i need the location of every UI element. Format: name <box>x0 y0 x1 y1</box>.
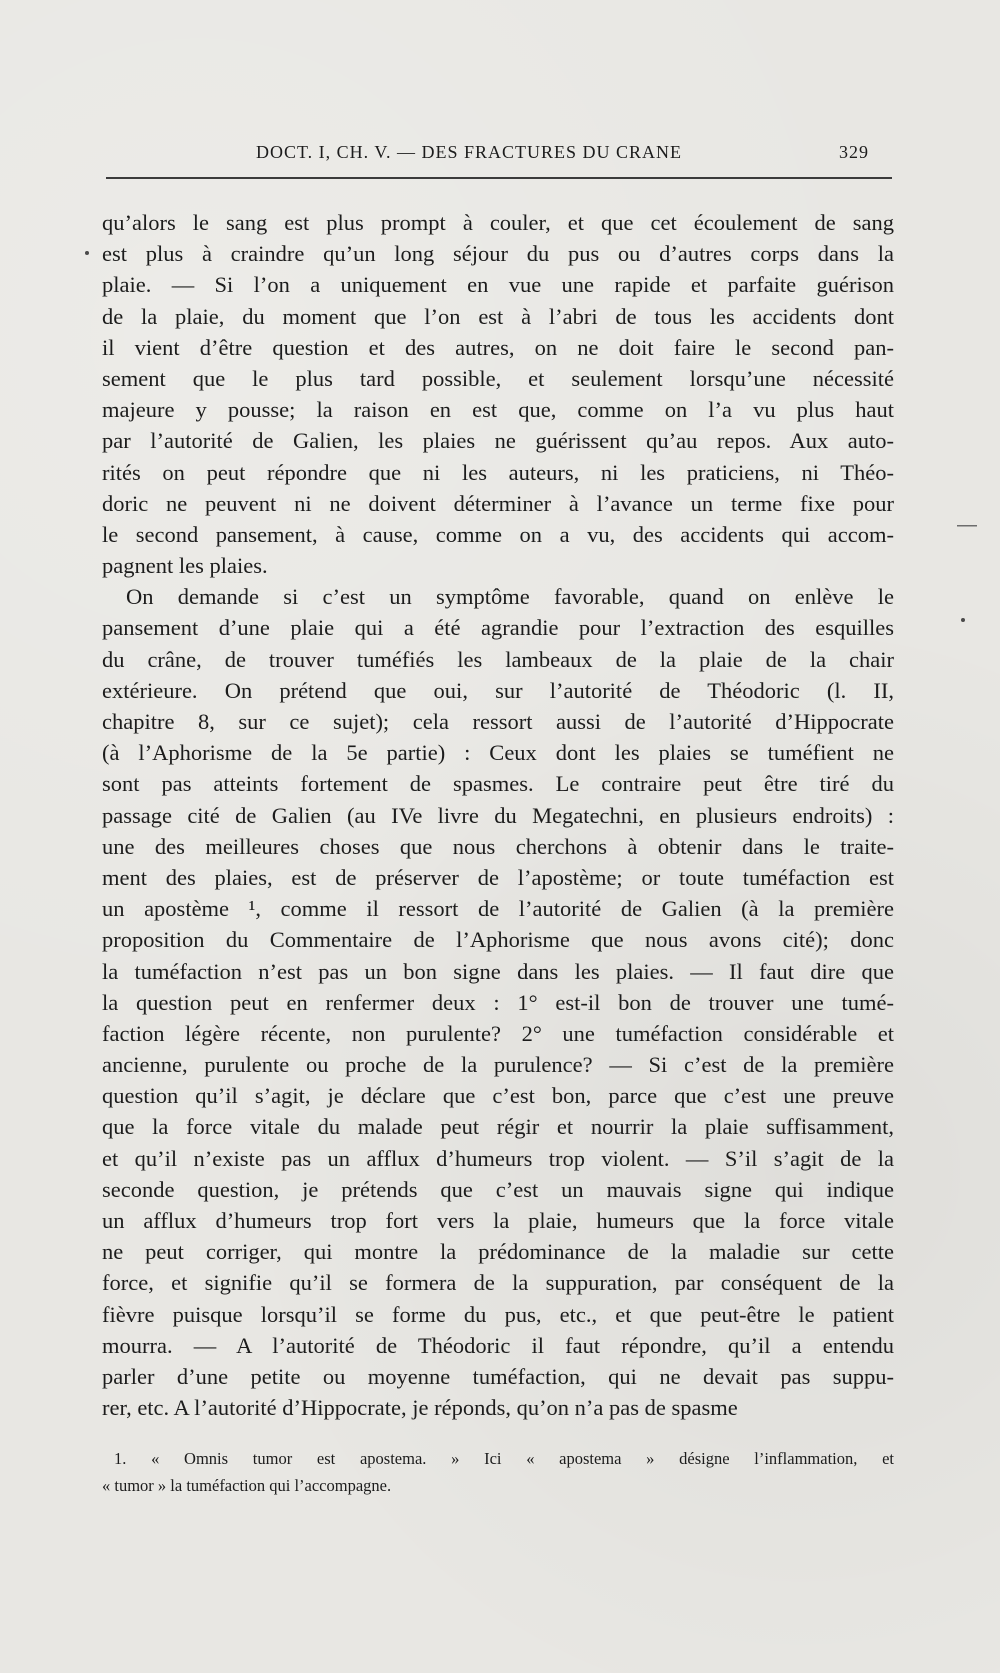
body-text <box>102 207 894 1423</box>
body-line: doric ne peuvent ni ne doivent déterminer à l’avance un terme fixe pour <box>102 490 894 516</box>
stray-mark <box>961 618 965 622</box>
body-line: On demande si c’est un symptôme favorable, quand on enlève le <box>126 584 894 610</box>
body-line: une des meilleures choses que nous cherchons à obtenir dans le traite- <box>102 833 894 859</box>
body-line: pagnent les plaies. <box>102 553 268 579</box>
body-line: fièvre puisque lorsqu’il se forme du pus, etc., et que peut-être le patient <box>102 1301 894 1327</box>
body-line: la question peut en renfermer deux : 1° est-il bon de trouver une tumé- <box>102 989 894 1015</box>
body-line: mourra. — A l’autorité de Théodoric il faut répondre, qu’il a entendu <box>102 1332 894 1358</box>
body-line: plaie. — Si l’on a uniquement en vue une rapide et parfaite guérison <box>102 272 894 298</box>
body-line: question qu’il s’agit, je déclare que c’est bon, parce que c’est une preuve <box>102 1083 894 1109</box>
body-line: est plus à craindre qu’un long séjour du pus ou d’autres corps dans la <box>102 241 894 267</box>
body-line: chapitre 8, sur ce sujet); cela ressort aussi de l’autorité d’Hippocrate <box>102 709 894 734</box>
page-header <box>0 142 1000 172</box>
page-number: 329 <box>839 142 869 162</box>
body-line: un afflux d’humeurs trop fort vers la plaie, humeurs que la force vitale <box>102 1208 894 1233</box>
body-line: sont pas atteints fortement de spasmes. Le contraire peut être tiré du <box>102 771 894 797</box>
body-line: proposition du Commentaire de l’Aphorisme que nous avons cité); donc <box>102 927 894 953</box>
body-line: pansement d’une plaie qui a été agrandie pour l’extraction des esquilles <box>102 615 894 641</box>
body-line: que la force vitale du malade peut régir et nourrir la plaie suffisamment, <box>102 1114 894 1140</box>
body-line: un apostème ¹, comme il ressort de l’autorité de Galien (à la première <box>102 896 894 922</box>
body-line: ne peut corriger, qui montre la prédominance de la maladie sur cette <box>102 1239 894 1265</box>
body-line: la tuméfaction n’est pas un bon signe dans les plaies. — Il faut dire que <box>102 958 894 984</box>
body-line: ment des plaies, est de préserver de l’apostème; or toute tuméfaction est <box>102 864 894 890</box>
footnote <box>102 1445 894 1499</box>
body-line: parler d’une petite ou moyenne tuméfaction, qui ne devait pas suppu- <box>102 1363 894 1389</box>
body-line: le second pansement, à cause, comme on a vu, des accidents qui accom- <box>102 521 894 547</box>
body-line: par l’autorité de Galien, les plaies ne guérissent qu’au repos. Aux auto- <box>102 428 894 454</box>
body-line: il vient d’être question et des autres, on ne doit faire le second pan- <box>102 334 894 360</box>
body-line: du crâne, de trouver tuméfiés les lambeaux de la plaie de la chair <box>102 646 894 672</box>
body-line: qu’alors le sang est plus prompt à couler, et que cet écoulement de sang <box>102 210 894 235</box>
running-title: DOCT. I, CH. V. — DES FRACTURES DU CRANE <box>256 142 683 162</box>
body-line: majeure y pousse; la raison en est que, comme on l’a vu plus haut <box>102 397 894 423</box>
body-line: sement que le plus tard possible, et seulement lorsqu’une nécessité <box>102 365 894 391</box>
body-line: rer, etc. A l’autorité d’Hippocrate, je réponds, qu’on n’a pas de spasme <box>102 1395 738 1421</box>
body-line: ancienne, purulente ou proche de la purulence? — Si c’est de la première <box>102 1052 894 1078</box>
body-line: faction légère récente, non purulente? 2° une tuméfaction considérable et <box>102 1020 894 1046</box>
body-line: et qu’il n’existe pas un afflux d’humeurs trop violent. — S’il s’agit de la <box>102 1145 894 1171</box>
body-line: extérieure. On prétend que oui, sur l’autorité de Théodoric (l. II, <box>102 677 894 703</box>
footnote-line: 1. « Omnis tumor est apostema. » Ici « apostema » désigne l’inflammation, et <box>114 1449 894 1468</box>
body-line: rités on peut répondre que ni les auteurs, ni les praticiens, ni Théo- <box>102 459 894 485</box>
footnote-line: « tumor » la tuméfaction qui l’accompagne. <box>102 1476 392 1495</box>
body-line: passage cité de Galien (au IVe livre du Megatechni, en plusieurs endroits) : <box>102 802 894 828</box>
body-line: (à l’Aphorisme de la 5e partie) : Ceux dont les plaies se tuméfient ne <box>102 740 894 766</box>
body-line: seconde question, je prétends que c’est un mauvais signe qui indique <box>102 1176 894 1202</box>
body-line: de la plaie, du moment que l’on est à l’abri de tous les accidents dont <box>102 303 894 329</box>
body-line: force, et signifie qu’il se formera de la suppuration, par conséquent de la <box>102 1270 894 1296</box>
header-rule <box>106 177 892 179</box>
stray-mark <box>957 525 977 527</box>
stray-mark <box>85 251 89 255</box>
